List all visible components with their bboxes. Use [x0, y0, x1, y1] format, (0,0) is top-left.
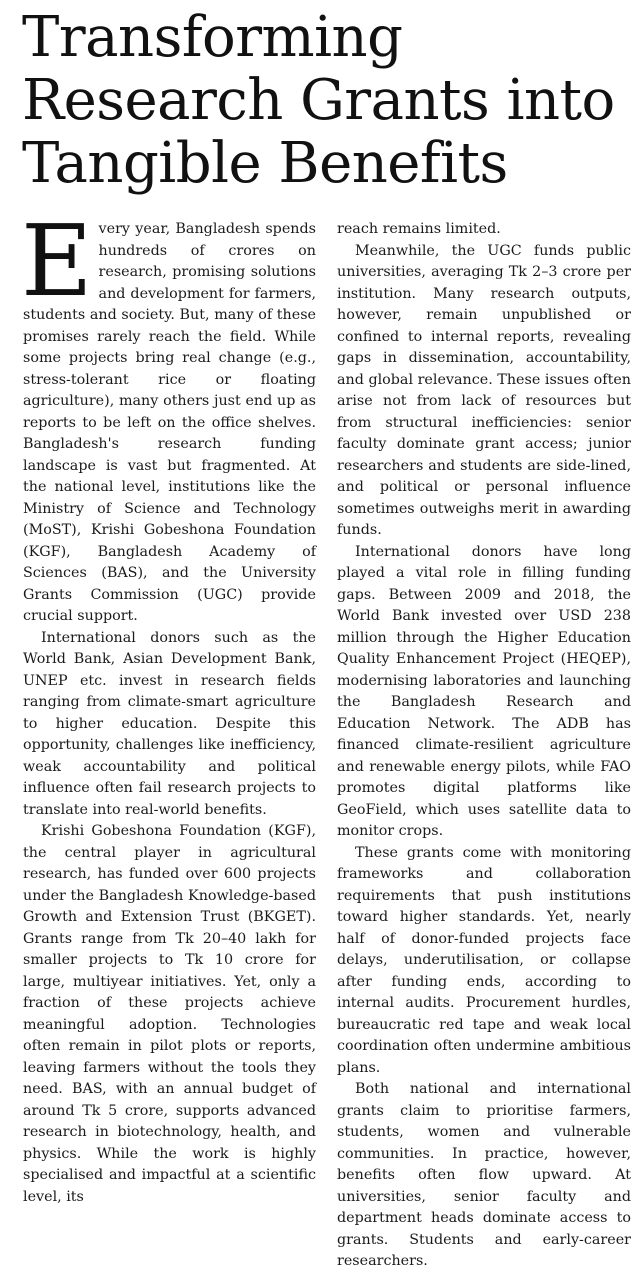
headline: Transforming Research Grants into Tangible Benefits	[22, 5, 615, 196]
paragraph: Meanwhile, the UGC funds public universities, averaging Tk 2–3 crore per institution. Many research outputs, however, remain unpublished or confined to internal reports, revealing gaps in dissemination, accountability, and global relevance. These issues often arise not from lack of resources but from structural inefficiencies: senior faculty dominate grant access; junior researchers and students are side-lined, and political or personal influence sometimes outweighs merit in awarding funds.	[337, 242, 631, 538]
paragraph: reach remains limited.	[337, 221, 501, 237]
paragraph: Krishi Gobeshona Foundation (KGF), the central player in agricultural research, has funded over 600 projects under the Bangladesh Knowledge-based Growth and Extension Trust (BKGET). Grants range from Tk 20–40 lakh for smaller projects to Tk 10 crore for large, multiyear initiatives. Yet, only a fraction of these projects achieve meaningful adoption. Technologies often remain in pilot plots or reports, leaving farmers without the tools they need. BAS, with an annual budget of around Tk 5 crore, supports advanced research in biotechnology, health, and physics. While the work is highly specialised and impactful at a scientific level, its	[23, 823, 316, 1205]
left-column	[21, 205, 316, 1208]
drop-cap: E	[21, 205, 93, 319]
right-column	[337, 219, 631, 1273]
paragraph: International donors such as the World Bank, Asian Development Bank, UNEP etc. invest in research fields ranging from climate-smart agriculture to higher education. Despite this opportunity, challenges like inefficiency, weak accountability and political influence often fail research projects to translate into real-world benefits.	[23, 629, 316, 818]
paragraph-text: very year, Bangladesh spends hundreds of crores on research, promising solutions and development for farmers, students and society. But, many of these promises rarely reach the field. While some projects bring real change (e.g., stress-tolerant rice or floating agriculture), many others just end up as reports to be left on the office shelves. Bangladesh's research funding landscape is vast but fragmented. At the national level, institutions like the Ministry of Science and Technology (MoST), Krishi Gobeshona Foundation (KGF), Bangladesh Academy of Sciences (BAS), and the University Grants Commission (UGC) provide crucial support.	[23, 221, 316, 624]
paragraph: International donors have long played a vital role in filling funding gaps. Between 2009 and 2018, the World Bank invested over USD 238 million through the Higher Education Quality Enhancement Project (HEQEP), modernising laboratories and launching the Bangladesh Research and Education Network. The ADB has financed climate-resilient agriculture and renewable energy pilots, while FAO promotes digital platforms like GeoField, which uses satellite data to monitor crops.	[337, 543, 631, 839]
paragraph	[21, 205, 316, 628]
paragraph: Both national and international grants claim to prioritise farmers, students, women and vulnerable communities. In practice, however, benefits often flow upward. At universities, senior faculty and department heads dominate access to grants. Students and early-career researchers.	[337, 1081, 631, 1269]
paragraph: These grants come with monitoring frameworks and collaboration requirements that push institutions toward higher standards. Yet, nearly half of donor-funded projects face delays, underutilisation, or collapse after funding ends, according to internal audits. Procurement hurdles, bureaucratic red tape and weak local coordination often undermine ambitious plans.	[337, 844, 631, 1076]
